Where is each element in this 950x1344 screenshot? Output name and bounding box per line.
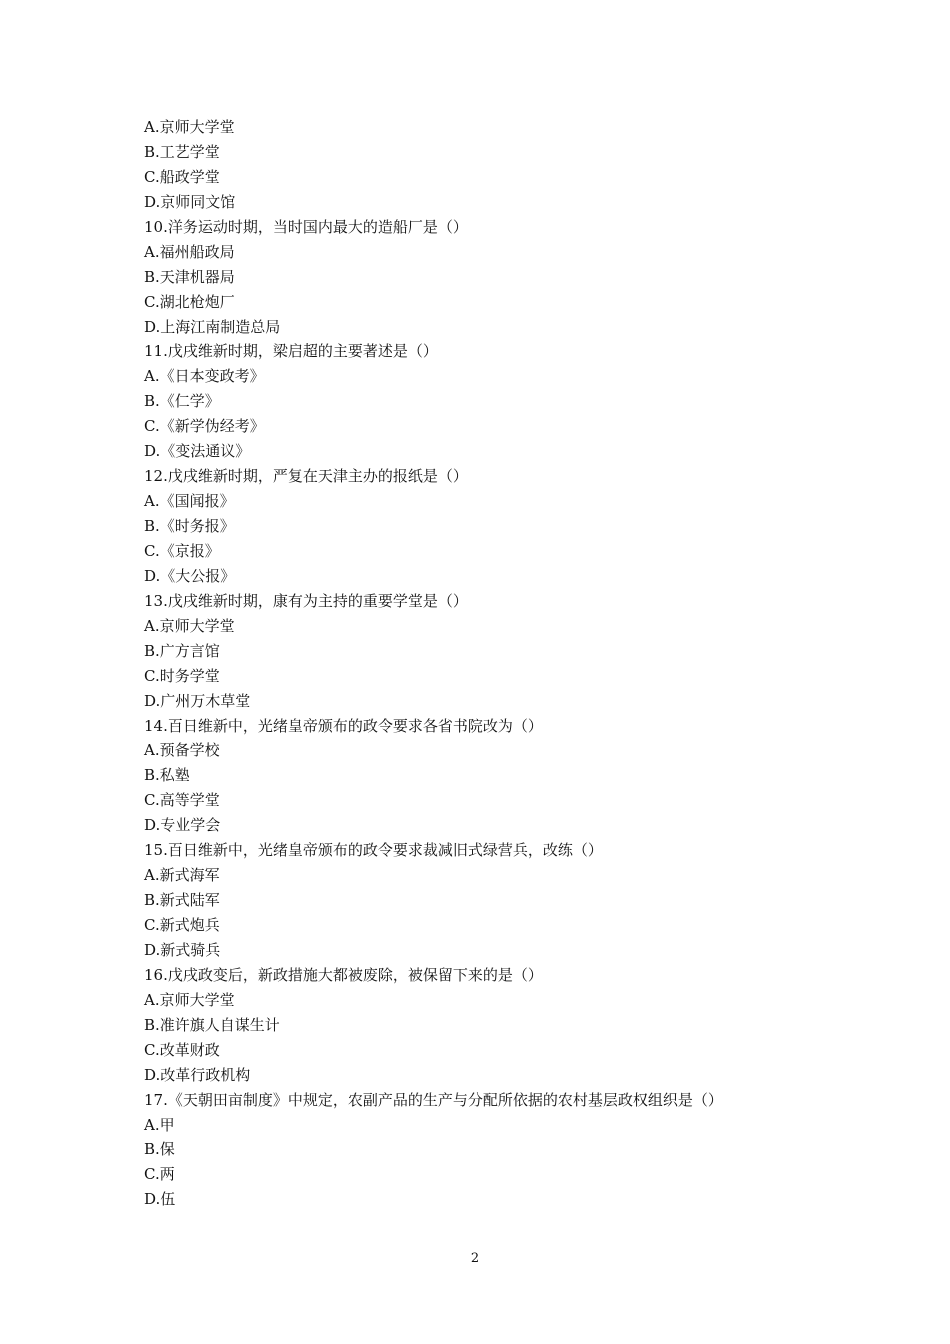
answer-option: D.《大公报》 xyxy=(144,566,236,585)
answer-option: C.两 xyxy=(144,1165,175,1184)
question-text: 10.洋务运动时期，当时国内最大的造船厂是（） xyxy=(144,217,468,236)
answer-option: C.时务学堂 xyxy=(144,666,220,685)
answer-option: B.私塾 xyxy=(144,766,190,785)
question-text: 12.戊戌维新时期，严复在天津主办的报纸是（） xyxy=(144,467,468,486)
answer-option: D.伍 xyxy=(144,1190,176,1209)
question-text: 14.百日维新中，光绪皇帝颁布的政令要求各省书院改为（） xyxy=(144,716,543,735)
answer-option: C.《京报》 xyxy=(144,541,220,560)
answer-option: A.《国闻报》 xyxy=(144,492,235,511)
answer-option: A.新式海军 xyxy=(144,866,220,885)
answer-option: C.新式炮兵 xyxy=(144,916,220,934)
question-text: 13.戊戌维新时期，康有为主持的重要学堂是（） xyxy=(144,591,468,610)
answer-option: C.船政学堂 xyxy=(144,167,220,186)
answer-option: B.《时务报》 xyxy=(144,517,235,535)
answer-option: D.上海江南制造总局 xyxy=(144,317,281,336)
answer-option: A.预备学校 xyxy=(144,741,220,760)
question-list xyxy=(144,115,844,1212)
answer-option: D.专业学会 xyxy=(144,816,221,835)
answer-option: B.广方言馆 xyxy=(144,641,220,660)
answer-option: D.《变法通议》 xyxy=(144,442,251,461)
answer-option: B.天津机器局 xyxy=(144,267,235,286)
answer-option: D.改革行政机构 xyxy=(144,1065,251,1084)
answer-option: A.京师大学堂 xyxy=(144,118,235,136)
answer-option: C.高等学堂 xyxy=(144,791,220,810)
question-text: 15.百日维新中，光绪皇帝颁布的政令要求裁减旧式绿营兵，改练（） xyxy=(144,841,603,860)
answer-option: A.甲 xyxy=(144,1115,175,1134)
answer-option: D.新式骑兵 xyxy=(144,940,221,959)
page-number: 2 xyxy=(470,1251,480,1266)
answer-option: B.《仁学》 xyxy=(144,392,220,411)
answer-option: A.京师大学堂 xyxy=(144,990,235,1009)
question-text: 17.《天朝田亩制度》中规定，农副产品的生产与分配所依据的农村基层政权组织是（） xyxy=(144,1090,723,1109)
answer-option: A.《日本变政考》 xyxy=(144,367,265,386)
answer-option: C.湖北枪炮厂 xyxy=(144,292,235,311)
answer-option: B.新式陆军 xyxy=(144,891,220,910)
answer-option: D.京师同文馆 xyxy=(144,192,236,211)
question-text: 16.戊戌政变后，新政措施大都被废除，被保留下来的是（） xyxy=(144,965,543,984)
answer-option: B.保 xyxy=(144,1140,175,1159)
answer-option: C.改革财政 xyxy=(144,1040,220,1059)
question-text: 11.戊戌维新时期，梁启超的主要著述是（） xyxy=(144,342,438,361)
answer-option: A.京师大学堂 xyxy=(144,616,235,635)
answer-option: B.工艺学堂 xyxy=(144,142,220,161)
answer-option: B.准许旗人自谋生计 xyxy=(144,1015,280,1034)
answer-option: A.福州船政局 xyxy=(144,242,235,261)
answer-option: C.《新学伪经考》 xyxy=(144,417,265,436)
answer-option: D.广州万木草堂 xyxy=(144,691,251,710)
